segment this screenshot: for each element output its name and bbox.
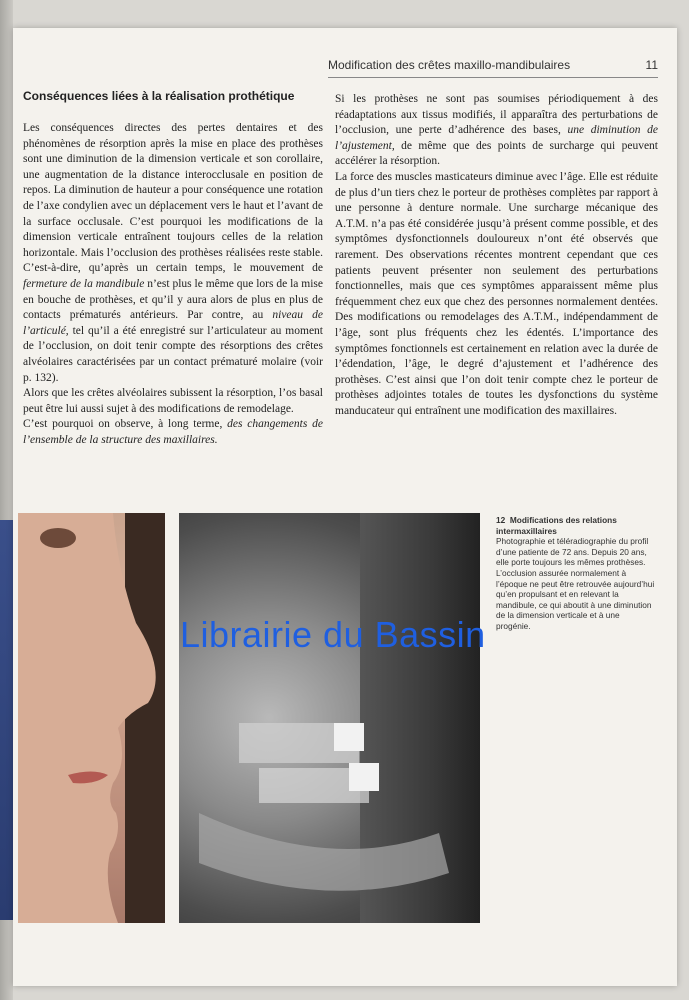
radiograph-structures xyxy=(179,513,480,923)
paragraph: Les conséquences directes des pertes dentaires et des phénomènes de résorption après la mise en place des prothèses sont une diminution de la dimension verticale et son corollaire, une augmentation de la distance interocclusale en position de repos. La diminution de hauteur a pour conséquence une rotation de l’axe condylien avec un déplacement vers le haut et l’avant de la surface occlusale. C’est pourquoi les modifications de la dimension verticale entraînent toujours celles de la relation horizontale. Mais l’occlusion des prothèses réalisées reste stable. C’est-à-dire, qu’après un certain temps, le mouvement de fermeture de la mandibule n’est plus le même que lors de la mise en bouche de prothèses, et qu’il y aura alors de plus en plus de contacts prématurés antérieurs. Par contre, au niveau de l’articulé, tel qu’il a été enregistré sur l’articulateur au moment de l’occlusion, on doit tenir compte des résorptions des crêtes alvéolaires caractérisées par un contact prématuré molaire (voir p. 132). xyxy=(23,122,323,384)
text-column-right xyxy=(335,92,658,419)
page-number: 11 xyxy=(645,58,658,72)
running-title: Modification des crêtes maxillo-mandibulaires xyxy=(328,58,571,72)
paragraph: La force des muscles masticateurs diminue avec l’âge. Elle est réduite de plus d’un tiers chez le porteur de prothèses complètes par rapport à une personne à denture normale. Une surcharge mécanique des A.T.M. n’a pas été considérée jusqu’à présent comme possible, et des symptômes dysfonctionnels douloureux n’ont été observés que rarement. Des observations récentes montrent cependant que ces patients peuvent présenter non seulement des perturbations fonctionnelles, mais que ces symptômes apparaissent même plus fréquemment chez eux que chez des personnes normalement dentées. Des modifications ou remodelages des A.T.M., indépendamment de l’âge, sont plus fréquents chez les édentés. L’importance des symptômes fonctionnels est certainement en relation avec la durée de l’édendation, l’âge, le degré d’ajustement et l’adhérence des prothèses. C’est ainsi que l’on doit tenir compte chez le porteur de prothèses adjointes totales de toutes les dysfonctions du système manducateur qui entraînent une modification des maxillaires. xyxy=(335,170,658,417)
face-profile-shape xyxy=(18,513,165,923)
profile-photo xyxy=(18,513,165,923)
figure-caption xyxy=(496,515,656,632)
book-page xyxy=(13,28,677,986)
paragraph: Alors que les crêtes alvéolaires subissent la résorption, l’os basal peut être lui aussi sujet à des modifications de remodelage. xyxy=(23,387,323,415)
facing-page-edge xyxy=(0,520,13,920)
figure-number: 12 xyxy=(496,515,506,525)
paragraph: C’est pourquoi on observe, à long terme, des changements de l’ensemble de la structure des maxillaires. xyxy=(23,418,323,446)
figure-title: Modifications des relations intermaxillaires xyxy=(496,515,617,536)
paragraph: Si les prothèses ne sont pas soumises périodiquement à des réadaptations aux tissus modifiés, il apparaîtra des perturbations de l’occlusion, une perte d’adhérence des bases, une diminution de l’ajustement, de même que des points de surcharge qui peuvent accélérer la résorption. xyxy=(335,93,659,168)
radiograph xyxy=(179,513,480,923)
figure-caption-text: Photographie et téléradiographie du profil d’une patiente de 72 ans. Depuis 20 ans, elle porte toujours les mêmes prothèses. L’occlusion assurée normalement à l’époque ne peut être retrouvée aujourd’hui qu’en propulsant et en relevant la mandibule, ce qui aboutit à une diminution de la dimension verticale et à une progénie. xyxy=(496,536,655,631)
header-rule xyxy=(328,77,658,78)
text-column-left xyxy=(23,121,323,448)
section-heading: Conséquences liées à la réalisation prothétique xyxy=(23,89,295,103)
watermark: Librairie du Bassin xyxy=(180,614,486,655)
